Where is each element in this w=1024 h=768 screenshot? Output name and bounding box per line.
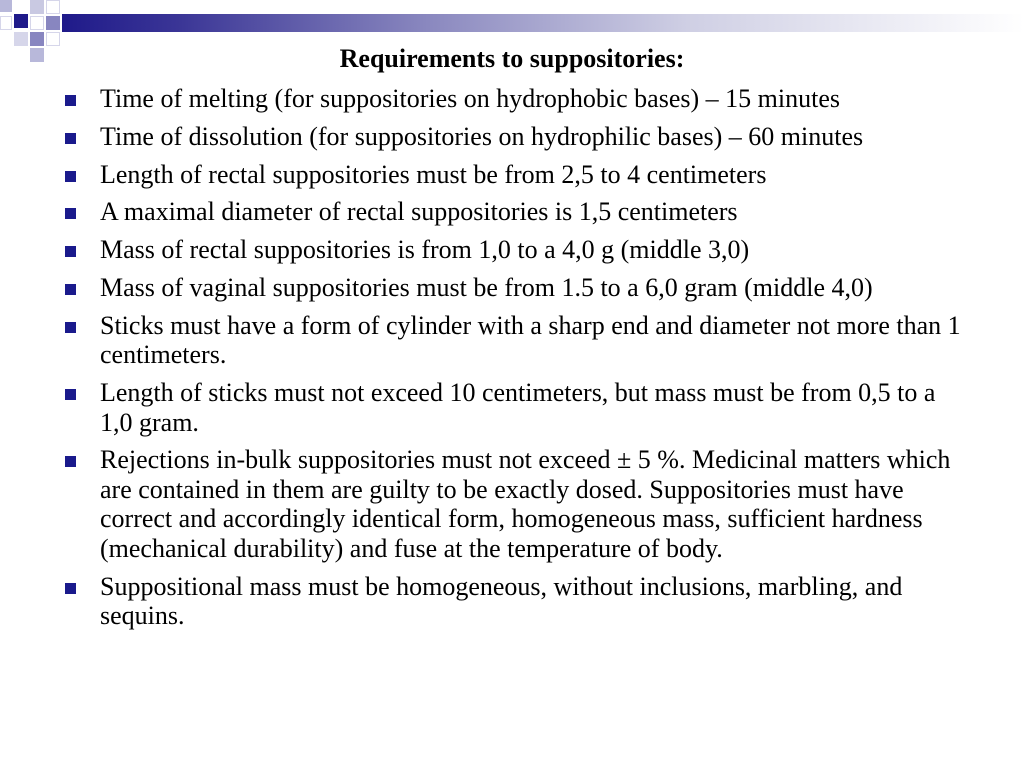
list-item bbox=[64, 197, 964, 227]
list-item bbox=[64, 273, 964, 303]
list-item-text: Length of rectal suppositories must be from 2,5 to 4 centimeters bbox=[100, 159, 767, 189]
list-item bbox=[64, 378, 964, 437]
square-bullet-icon bbox=[65, 284, 76, 295]
list-item-text: A maximal diameter of rectal suppositories is 1,5 centimeters bbox=[100, 197, 738, 227]
square-bullet-icon bbox=[65, 246, 76, 257]
list-item-text: Mass of rectal suppositories is from 1,0 to a 4,0 g (middle 3,0) bbox=[100, 235, 750, 265]
list-item-text: Time of dissolution (for suppositories on hydrophilic bases) – 60 minutes bbox=[100, 121, 864, 151]
list-item bbox=[64, 235, 964, 265]
square-bullet-icon bbox=[65, 208, 76, 219]
list-item bbox=[64, 572, 964, 631]
list-item bbox=[64, 122, 964, 152]
deco-square bbox=[0, 0, 12, 12]
deco-square bbox=[30, 16, 44, 30]
bullet-list bbox=[64, 84, 964, 639]
list-item-text: Sticks must have a form of cylinder with a sharp end and diameter not more than 1 centimeters. bbox=[100, 310, 961, 370]
square-bullet-icon bbox=[65, 322, 76, 333]
deco-square bbox=[0, 16, 12, 30]
square-bullet-icon bbox=[65, 389, 76, 400]
square-bullet-icon bbox=[65, 456, 76, 467]
list-item-text: Mass of vaginal suppositories must be from 1.5 to a 6,0 gram (middle 4,0) bbox=[100, 272, 873, 302]
square-bullet-icon bbox=[65, 95, 76, 106]
list-item bbox=[64, 84, 964, 114]
list-item bbox=[64, 311, 964, 370]
deco-square bbox=[46, 0, 60, 14]
deco-square bbox=[14, 14, 28, 28]
list-item bbox=[64, 445, 964, 563]
list-item bbox=[64, 160, 964, 190]
deco-square bbox=[46, 16, 60, 30]
list-item-text: Length of sticks must not exceed 10 centimeters, but mass must be from 0,5 to a 1,0 gram. bbox=[100, 378, 936, 437]
slide-title: Requirements to suppositories: bbox=[339, 44, 685, 73]
list-item-text: Suppositional mass must be homogeneous, without inclusions, marbling, and sequins. bbox=[100, 571, 903, 631]
square-bullet-icon bbox=[65, 133, 76, 144]
square-bullet-icon bbox=[65, 583, 76, 594]
header-gradient-bar bbox=[62, 14, 1024, 32]
deco-square bbox=[30, 0, 44, 14]
list-item-text: Time of melting (for suppositories on hydrophobic bases) – 15 minutes bbox=[100, 84, 840, 113]
square-bullet-icon bbox=[65, 171, 76, 182]
list-item-text: Rejections in-bulk suppositories must not exceed ± 5 %. Medicinal matters which are contained in them are guilty to be exactly dosed. Suppositories must have correct and accordingly identical form, homogeneous mass, sufficient hardness (mechanical durability) and fuse at the temperature of body. bbox=[100, 445, 951, 563]
